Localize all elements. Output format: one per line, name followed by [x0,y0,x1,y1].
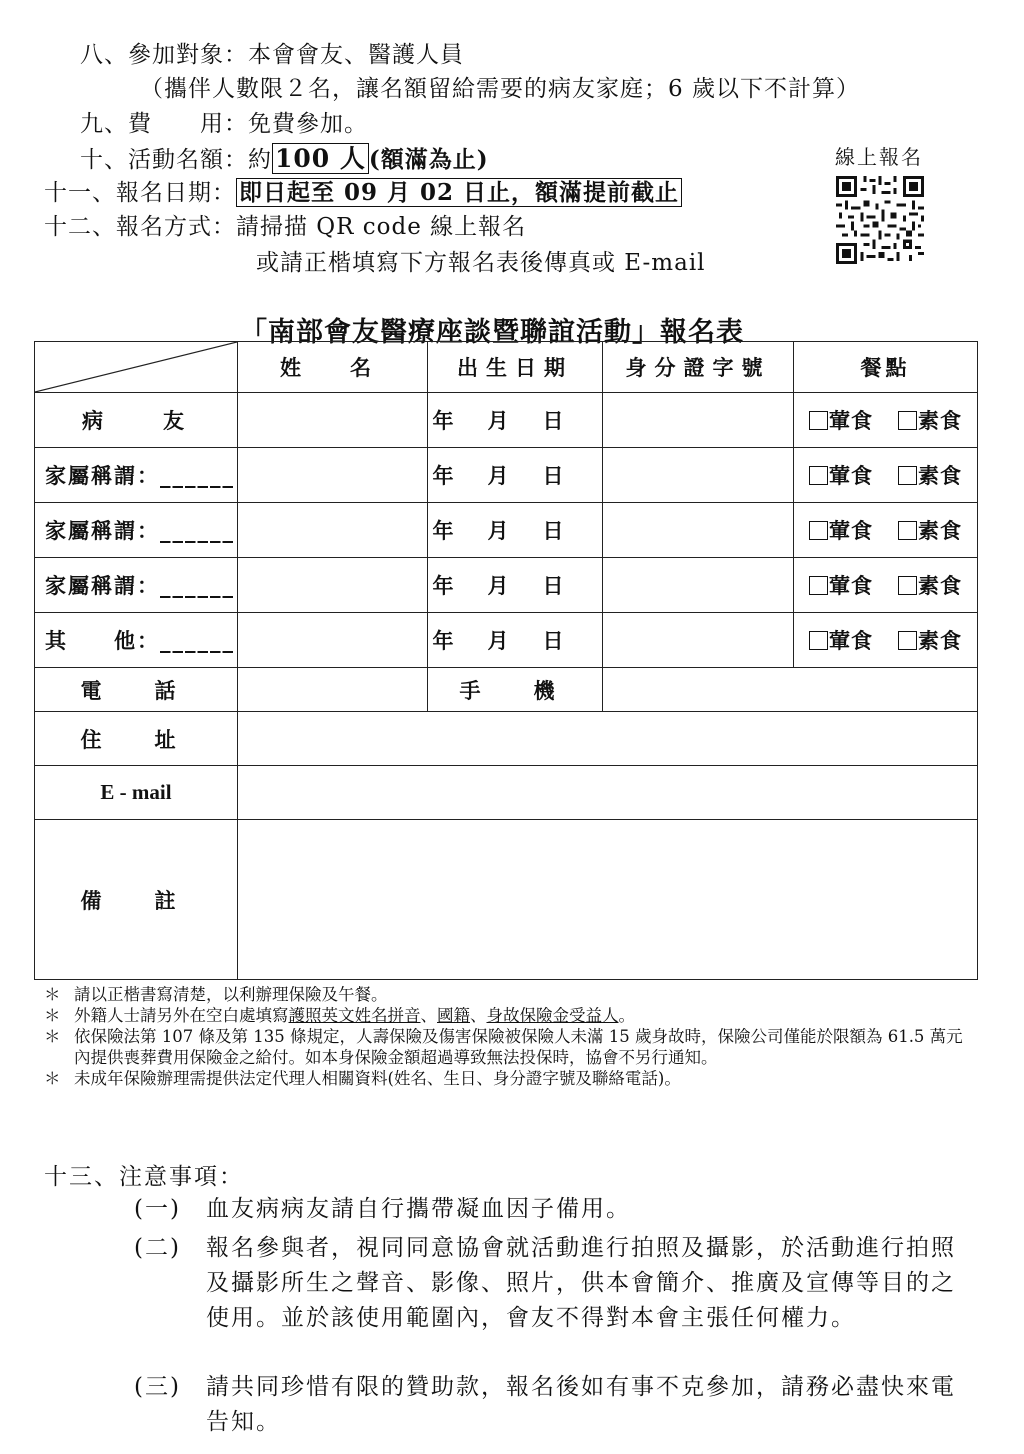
section-12-line2: 或請正楷填寫下方報名表後傳真或 E-mail [256,250,706,276]
id-number-field[interactable] [603,558,794,613]
form-row-address [35,712,978,766]
note-text: 外籍人士請另外在空白處填寫 [74,1006,289,1025]
quota-box: 100 人 [272,143,369,174]
meat-label: 葷食 [829,408,874,433]
meat-checkbox[interactable] [809,576,828,595]
form-row-patient [35,393,978,448]
note-item [44,1026,974,1068]
email-field[interactable] [238,766,978,820]
id-number-field[interactable] [603,448,794,503]
section-11 [44,174,682,207]
remarks-label: 備 註 [35,820,238,980]
mobile-label: 手 機 [428,668,603,712]
note-underline: 國籍 [437,1006,470,1025]
section-9-label: 九、費 用： [80,111,248,137]
vegetarian-label: 素食 [917,573,962,598]
section-8-note: （攜伴人數限２名，讓名額留給需要的病友家庭；6 歲以下不計算） [140,76,860,102]
form-row-family [35,503,978,558]
section-13-title: 十三、注意事項： [44,1164,244,1190]
name-field[interactable] [238,448,428,503]
mobile-field[interactable] [603,668,978,712]
row-label: 家屬稱謂：______ [35,503,238,558]
vegetarian-checkbox[interactable] [898,411,917,430]
note-item [44,1068,974,1089]
address-field[interactable] [238,712,978,766]
form-row-phone [35,668,978,712]
header-corner [35,342,238,393]
section-10-suffix: (額滿為止) [368,146,489,173]
meat-checkbox[interactable] [809,411,828,430]
email-label: E - mail [35,766,238,820]
vegetarian-label: 素食 [917,628,962,653]
form-title: 「南部會友醫療座談暨聯誼活動」報名表 [240,317,744,348]
meat-label: 葷食 [829,628,874,653]
vegetarian-checkbox[interactable] [898,521,917,540]
form-row-family [35,448,978,503]
meat-label: 葷食 [829,518,874,543]
id-number-field[interactable] [603,613,794,668]
header-meal: 餐點 [794,342,978,393]
phone-label: 電 話 [35,668,238,712]
qr-label: 線上報名 [835,145,923,169]
vegetarian-checkbox[interactable] [898,631,917,650]
note-star: ＊ [44,1069,61,1088]
notice-number: (二) [134,1235,181,1261]
vegetarian-label: 素食 [917,463,962,488]
vegetarian-label: 素食 [917,518,962,543]
birthdate-field[interactable]: 年月日 [428,613,603,668]
birthdate-field[interactable]: 年月日 [428,503,603,558]
note-text: 請以正楷書寫清楚，以利辦理保險及午餐。 [74,985,388,1004]
note-item [44,984,974,1005]
note-underline: 護照英文姓名拼音 [288,1006,421,1025]
section-8-label: 八、參加對象： [80,42,248,68]
section-8 [80,36,464,69]
meal-options [794,393,978,448]
name-field[interactable] [238,393,428,448]
header-id-number: 身分證字號 [603,342,794,393]
id-number-field[interactable] [603,503,794,558]
form-row-email [35,766,978,820]
section-10 [80,139,489,175]
phone-field[interactable] [238,668,428,712]
meal-options [794,448,978,503]
vegetarian-checkbox[interactable] [898,576,917,595]
vegetarian-label: 素食 [917,408,962,433]
section-12-value: 請掃描 QR code 線上報名 [236,214,527,240]
row-label: 家屬稱謂：______ [35,448,238,503]
section-10-prefix: 約 [248,147,272,173]
name-field[interactable] [238,503,428,558]
note-text: 未成年保險辦理需提供法定代理人相關資料(姓名、生日、身分證字號及聯絡電話)。 [74,1069,681,1088]
notice-text: 請共同珍惜有限的贊助款，報名後如有事不克參加，請務必盡快來電告知。 [206,1374,956,1435]
meal-options [794,613,978,668]
meat-checkbox[interactable] [809,631,828,650]
meal-options [794,558,978,613]
qr-code-icon[interactable] [836,176,924,264]
registration-form [34,341,978,980]
note-text: 、 [470,1006,487,1025]
name-field[interactable] [238,613,428,668]
notice-number: (一) [134,1196,181,1222]
registration-date-box: 即日起至 09 月 02 日止，額滿提前截止 [236,178,682,207]
notice-item [134,1192,974,1227]
note-text: 。 [618,1006,635,1025]
notes [44,984,974,1089]
remarks-field[interactable] [238,820,978,980]
id-number-field[interactable] [603,393,794,448]
form-row-family [35,558,978,613]
header-name: 姓 名 [238,342,428,393]
name-field[interactable] [238,558,428,613]
meat-label: 葷食 [829,573,874,598]
form-row-other [35,613,978,668]
section-12 [44,208,526,241]
note-text: 依保險法第 107 條及第 135 條規定，人壽保險及傷害保險被保險人未滿 15 歲身故時，保險公司僅能於限額為 61.5 萬元內提供喪葬費用保險金之給付。如本身保險金額超過導致無法投保時，協會不另行通知。 [74,1027,963,1067]
note-star: ＊ [44,985,61,1004]
note-star: ＊ [44,1006,61,1025]
row-label: 家屬稱謂：______ [35,558,238,613]
meal-options [794,503,978,558]
notice-number: (三) [134,1374,181,1400]
notice-item [134,1231,974,1336]
vegetarian-checkbox[interactable] [898,466,917,485]
section-9 [80,105,368,138]
note-underline: 身故保險金受益人 [486,1006,619,1025]
section-12-label: 十二、報名方式： [44,214,236,240]
section-11-label: 十一、報名日期： [44,180,236,206]
note-item [44,1005,974,1026]
notice-text: 報名參與者，視同同意協會就活動進行拍照及攝影，於活動進行拍照及攝影所生之聲音、影像、照片，供本會簡介、推廣及宣傳等目的之使用。並於該使用範圍內，會友不得對本會主張任何權力。 [206,1235,956,1331]
section-9-value: 免費參加。 [248,111,368,137]
form-row-remarks [35,820,978,980]
note-star: ＊ [44,1027,61,1046]
section-8-value: 本會會友、醫護人員 [248,42,464,68]
header-birthdate: 出生日期 [428,342,603,393]
note-text: 、 [420,1006,437,1025]
birthdate-field[interactable]: 年月日 [428,393,603,448]
notice-text: 血友病病友請自行攜帶凝血因子備用。 [206,1196,631,1222]
section-10-label: 十、活動名額： [80,147,248,173]
meat-checkbox[interactable] [809,466,828,485]
meat-label: 葷食 [829,463,874,488]
row-label: 病 友 [35,393,238,448]
birthdate-field[interactable]: 年月日 [428,448,603,503]
address-label: 住 址 [35,712,238,766]
birthdate-field[interactable]: 年月日 [428,558,603,613]
notice-item [134,1370,974,1440]
row-label: 其 他：______ [35,613,238,668]
meat-checkbox[interactable] [809,521,828,540]
